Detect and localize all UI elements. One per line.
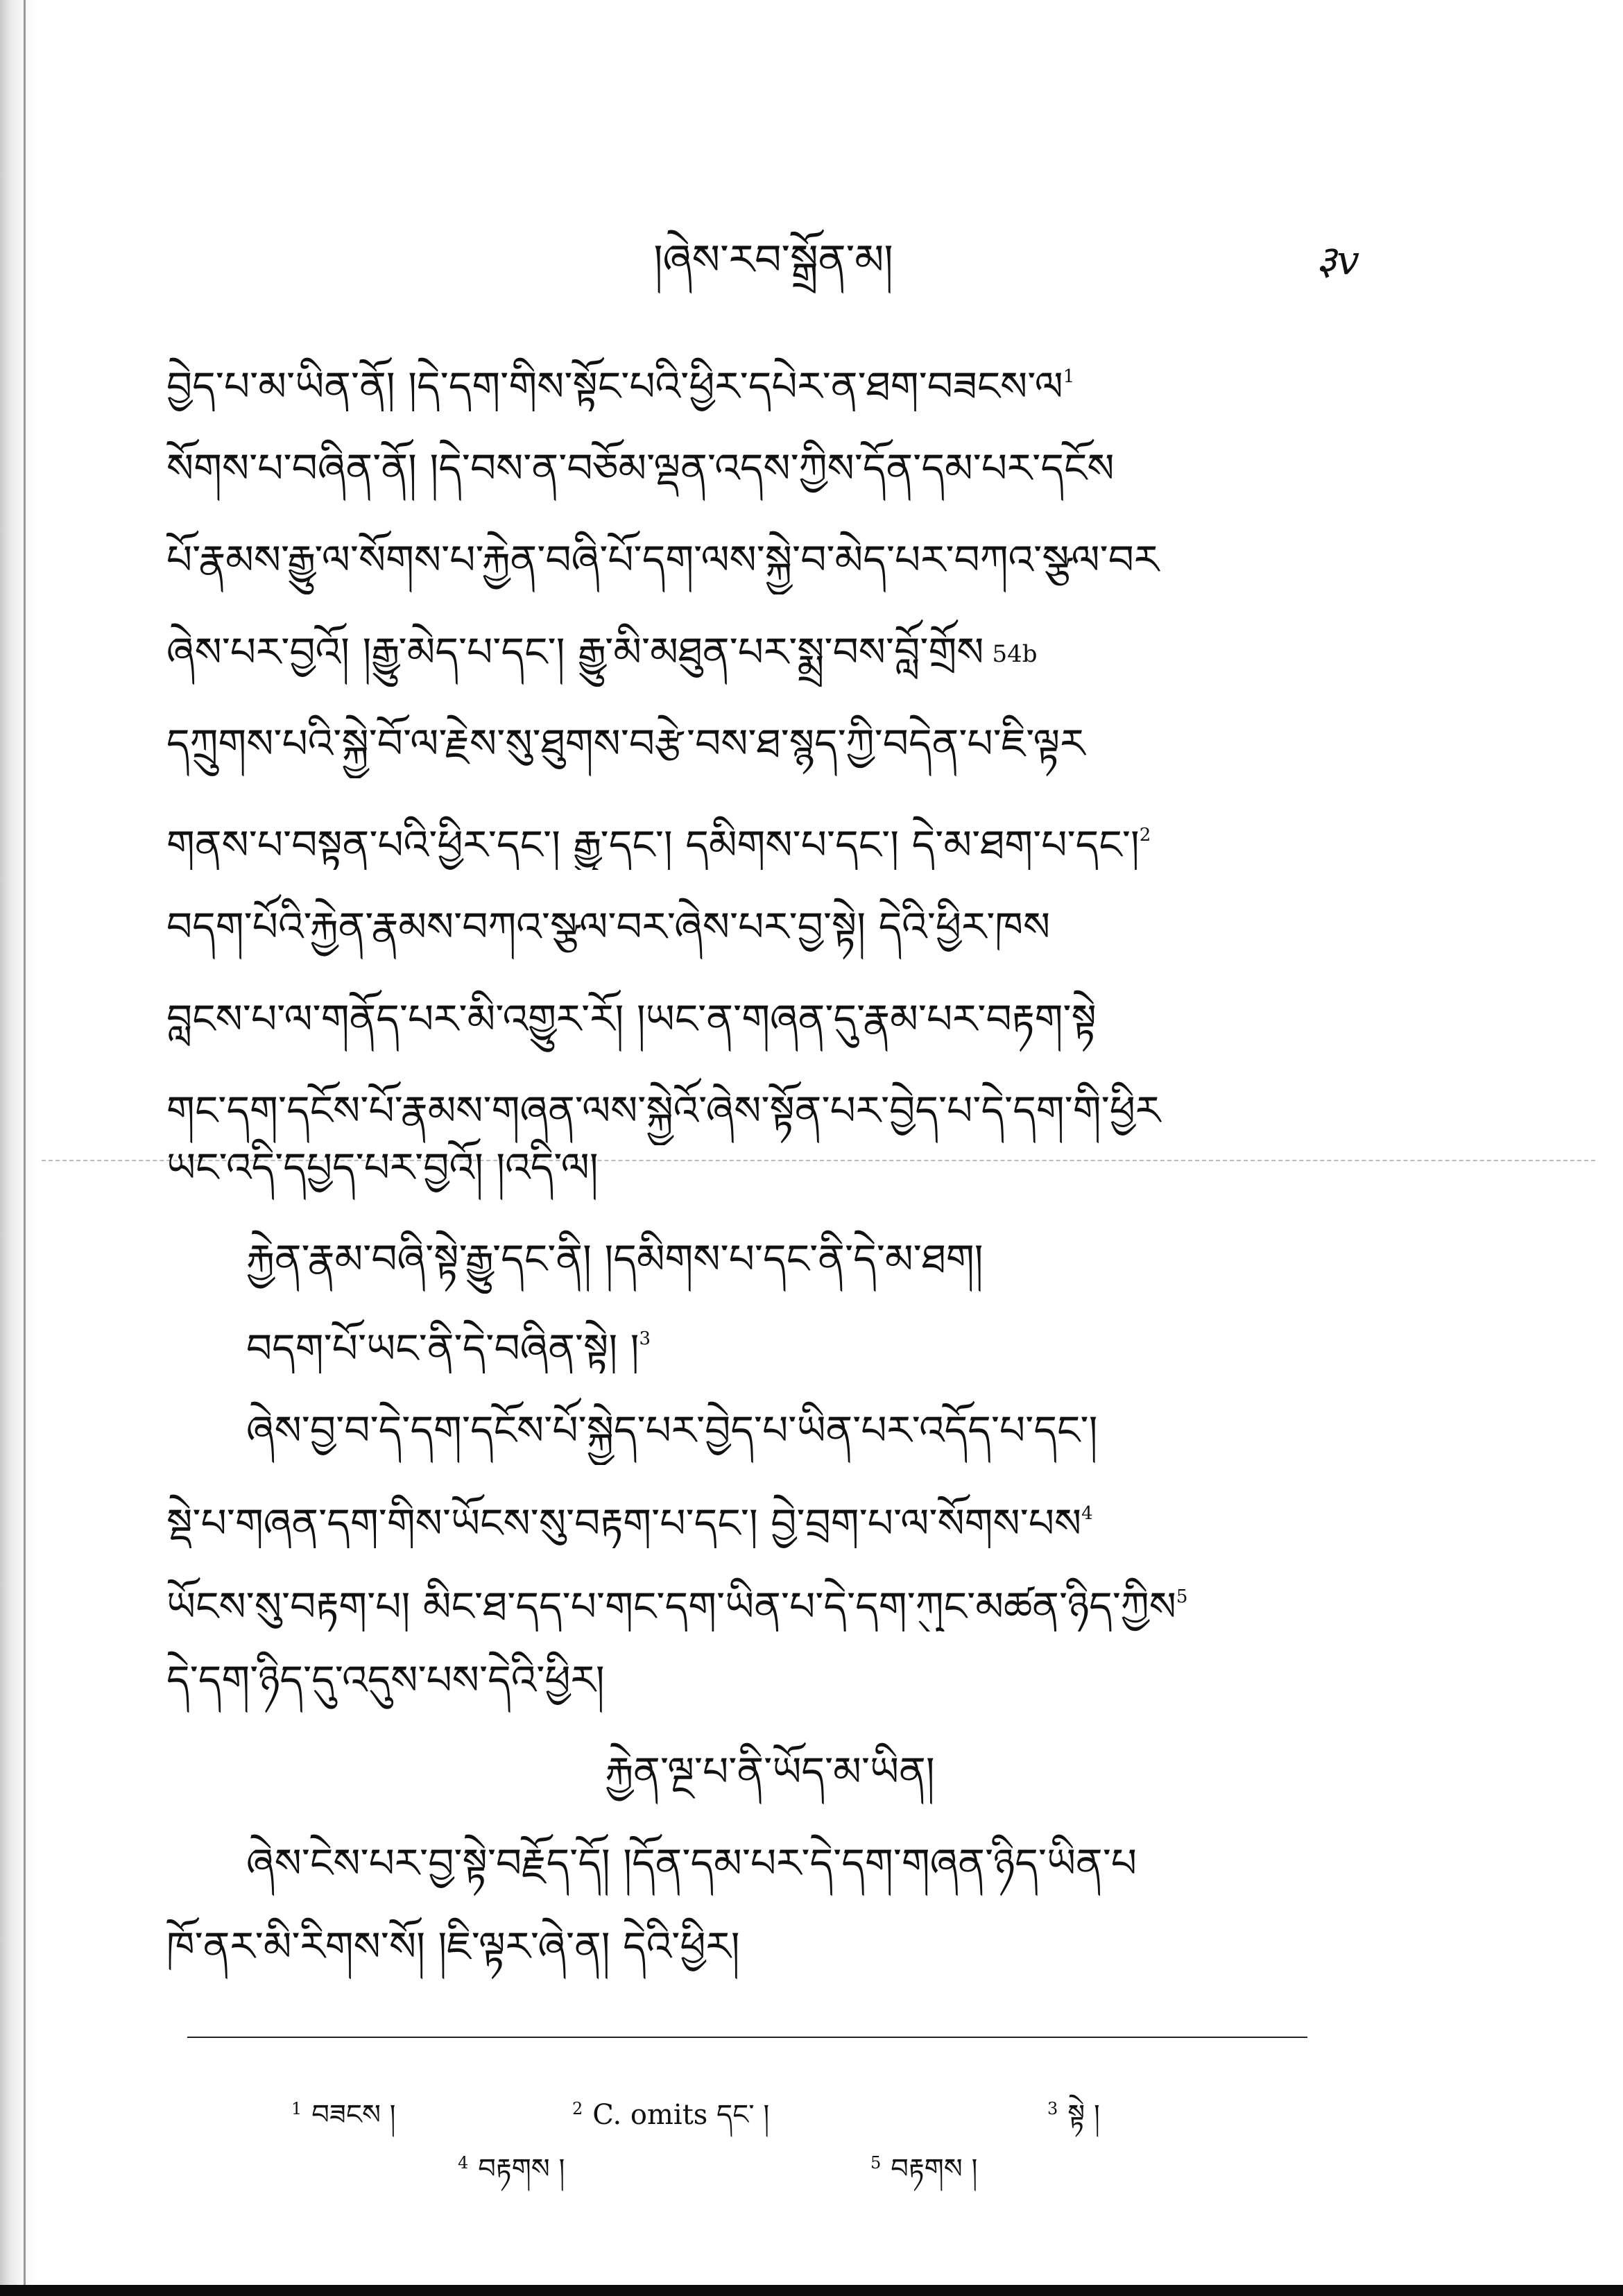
running-head xyxy=(187,232,1359,288)
verse-line-1: རྐྱེན་རྣམ་བཞི་སྟེ་རྒྱུ་དང་ནི། །དམིགས་པ་དང་ནི་དེ་མ་ཐག། xyxy=(246,1235,984,1283)
body-line-8: བླངས་པ་ལ་གནོད་པར་མི་འགྱུར་རོ། །ཡང་ན་གཞན་དུ་རྣམ་པར་བརྟག་སྟེ xyxy=(166,995,1097,1043)
body-line-2: སོགས་པ་བཞིན་ནོ། །དེ་བས་ན་བཅོམ་ལྡན་འདས་ཀྱིས་དོན་དམ་པར་དངོས xyxy=(166,445,1115,492)
footnote-4: $^4$ བརྟགས ། xyxy=(458,2153,565,2185)
note-mark-2: 2 xyxy=(1139,825,1151,846)
footnote-1: $^1$ བཟངས ། xyxy=(291,2099,396,2131)
body-line-10: ཡང་འདི་དཔྱད་པར་བྱའོ། །འདི་ལ། xyxy=(166,1144,599,1191)
closing-line-1: ཞེས་ངེས་པར་བྱ་སྟེ་བརྗོད་དོ། །དོན་དམ་པར་དེ་དག་གཞན་ཉིད་ཡིན་པ xyxy=(246,1840,1137,1887)
note-mark-5: 5 xyxy=(1176,1586,1188,1607)
verse-line-2: བདག་པོ་ཡང་ནི་དེ་བཞིན་སྟེ། །$^3$ xyxy=(246,1325,651,1372)
body-line-6: གནས་པ་བསྟན་པའི་ཕྱིར་དང་། རྒྱུ་དང་། དམིགས་པ་དང་། དེ་མ་ཐག་པ་དང་།$^2$ xyxy=(166,821,1151,868)
note-mark-4: 4 xyxy=(1081,1503,1093,1524)
footnote-2: $^2$ C. omits དང་ ། xyxy=(572,2099,770,2131)
running-title: །ཞེས་རབ་སྒྲོན་མ། xyxy=(653,236,893,284)
binding-line xyxy=(24,0,26,2296)
body-line-3: པོ་རྣམས་རྒྱུ་ལ་སོགས་པ་རྐྱེན་བཞི་པོ་དག་ལས་སྐྱེ་བ་མེད་པར་བཀའ་སྩལ་བར xyxy=(166,536,1160,583)
note-mark-3: 3 xyxy=(639,1328,651,1349)
footnote-5: $^5$ བརྟགས ། xyxy=(870,2153,978,2185)
center-verse-line: རྐྱེན་ལྔ་པ་ནི་ཡོད་མ་ཡིན། xyxy=(605,1748,935,1795)
note-mark-1: 1 xyxy=(1063,366,1075,387)
body-line-1: བྱེད་པ་མ་ཡིན་ནོ། །དེ་དག་གིས་སྟོང་པའི་ཕྱིར་དཔེར་ན་ཐག་བཟངས་ལ$^1$ xyxy=(166,363,1075,410)
bottom-edge-bar xyxy=(0,2285,1623,2296)
commentary-line-2: སྡེ་པ་གཞན་དག་གིས་ཡོངས་སུ་བརྟག་པ་དང་། བྱེ་བྲག་པ་ལ་སོགས་པས$^4$ xyxy=(166,1500,1093,1547)
commentary-line-4: དེ་དག་ཉིད་དུ་འདུས་པས་དེའི་ཕྱིར། xyxy=(166,1656,605,1704)
footnote-3: $^3$ སྟེ ། xyxy=(1047,2099,1100,2131)
closing-line-2: ཁོ་ནར་མི་རིགས་སོ། །ཇི་ལྟར་ཞེ་ན། དེའི་ཕྱིར། xyxy=(166,1923,740,1970)
commentary-line-1: ཞེས་བྱ་བ་དེ་དག་དངོས་པོ་སྐྱེད་པར་བྱེད་པ་ཡིན་པར་འདོད་པ་དང་། xyxy=(246,1407,1098,1454)
body-line-7: བདག་པོའི་རྐྱེན་རྣམས་བཀའ་སྩལ་བར་ཞེས་པར་བྱ་སྟེ། དེའི་ཕྱིར་ཁས xyxy=(166,903,1051,950)
page-number: ३v xyxy=(1316,237,1359,284)
footnote-rule xyxy=(187,2037,1307,2038)
body-line-9: གང་དག་དངོས་པོ་རྣམས་གཞན་ལས་སྐྱེའོ་ཞེས་སྟོན་པར་བྱེད་པ་དེ་དག་གི་ཕྱིར xyxy=(166,1087,1161,1134)
body-line-4: ཞེས་པར་བྱའོ། །རྒྱུ་མེད་པ་དང་། རྒྱུ་མི་མཐུན་པར་སྨྲ་བས་བློ་གྲོས 54b xyxy=(166,628,1038,676)
commentary-line-3: ཡོངས་སུ་བརྟག་པ། མིང་ཐ་དད་པ་གང་དག་ཡིན་པ་དེ་དག་ཀུང་མཚན་ཉིད་ཀྱིས$^5$ xyxy=(166,1583,1188,1630)
binding-edge xyxy=(0,0,36,2296)
body-line-5: དཀྲུགས་པའི་སྐྱེ་བོ་ལ་རྗེས་སུ་ཐུགས་བརྩེ་བས་ཐ་སྙད་ཀྱི་བདེན་པ་ཇི་ལྟར xyxy=(166,720,1085,767)
marginal-reference: 54b xyxy=(992,640,1038,668)
